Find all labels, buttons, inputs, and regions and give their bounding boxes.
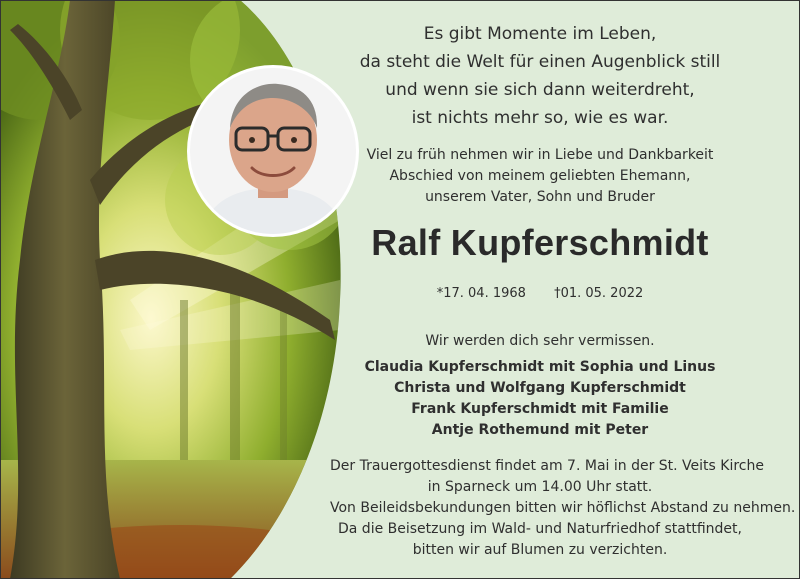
family-member: Frank Kupferschmidt mit Familie: [411, 401, 669, 417]
death-date: †01. 05. 2022: [554, 286, 644, 301]
service-line: in Sparneck um 14.00 Uhr statt.: [427, 479, 653, 495]
intro-line: Viel zu früh nehmen wir in Liebe und Dankbarkeit: [366, 147, 714, 163]
intro-line: unserem Vater, Sohn und Bruder: [425, 189, 655, 205]
service-line: bitten wir auf Blumen zu verzichten.: [412, 542, 668, 558]
poem-line: Es gibt Momente im Leben,: [423, 24, 657, 44]
service-info: [330, 456, 796, 561]
service-line: Da die Beisetzung im Wald- und Naturfriedhof stattfindet,: [338, 521, 742, 537]
service-line: Von Beileidsbekundungen bitten wir höflichst Abstand zu nehmen.: [330, 500, 796, 516]
service-line: Der Trauergottesdienst findet am 7. Mai in der St. Veits Kirche: [330, 458, 764, 474]
poem: [330, 20, 750, 132]
birth-date: *17. 04. 1968: [436, 286, 526, 301]
family-member: Antje Rothemund mit Peter: [431, 422, 649, 438]
deceased-name: Ralf Kupferschmidt: [371, 222, 709, 263]
intro-text: [330, 145, 750, 208]
poem-line: da steht die Welt für einen Augenblick still: [359, 52, 721, 72]
family-member: Claudia Kupferschmidt mit Sophia und Linus: [364, 359, 716, 375]
poem-line: und wenn sie sich dann weiterdreht,: [385, 80, 695, 100]
intro-line: Abschied von meinem geliebten Ehemann,: [389, 168, 691, 184]
miss-line: Wir werden dich sehr vermissen.: [425, 333, 655, 349]
poem-line: ist nichts mehr so, wie es war.: [411, 108, 669, 128]
family-member: Christa und Wolfgang Kupferschmidt: [394, 380, 686, 396]
life-dates: [330, 286, 750, 301]
family-list: [330, 357, 750, 441]
